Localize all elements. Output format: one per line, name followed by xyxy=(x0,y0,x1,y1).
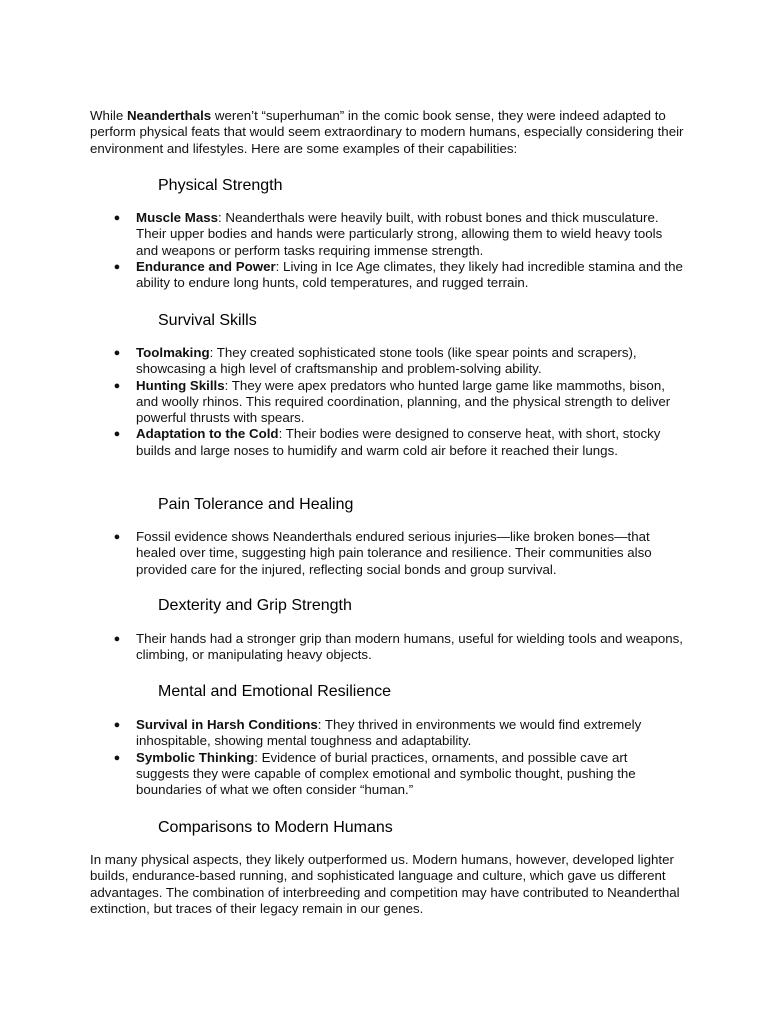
item-term: Symbolic Thinking xyxy=(136,749,255,765)
list-item xyxy=(113,749,684,799)
list-item xyxy=(113,377,684,427)
list-item xyxy=(113,258,684,292)
heading-pain-tolerance: Pain Tolerance and Healing xyxy=(158,496,354,513)
bullet-icon: ● xyxy=(113,751,121,764)
item-text: : Neanderthals were heavily built, with robust bones and thick musculature. Their upper bodies and hands were particularly strong, allowing them to wield heavy tools and weapons or perform tasks requiring immense strength. xyxy=(136,210,663,258)
bullet-icon: ● xyxy=(113,347,121,359)
item-term: Hunting Skills xyxy=(136,377,225,393)
intro-bold-term: Neanderthals xyxy=(126,108,212,123)
intro-paragraph xyxy=(90,108,686,157)
item-text: : They created sophisticated stone tools (like spear points and scrapers), showcasing a high level of craftsmanship and problem-solving ability. xyxy=(136,345,637,377)
heading-survival-skills: Survival Skills xyxy=(158,312,257,329)
bullet-icon: ● xyxy=(113,212,121,224)
item-text: : Evidence of burial practices, ornaments, and possible cave art suggests they were capable of complex emotional and symbolic thought, pushing the boundaries of what we often consider “human.” xyxy=(136,749,636,798)
list-survival-skills xyxy=(113,345,684,459)
intro-post: weren’t “superhuman” in the comic book sense, they were indeed adapted to perform physical feats that would seem extraordinary to modern humans, especially considering their environment and lifestyles. Here are some examples of their capabilities: xyxy=(90,108,684,156)
bullet-icon: ● xyxy=(113,719,121,731)
list-item xyxy=(113,631,684,664)
item-text: Their hands had a stronger grip than modern humans, useful for wielding tools and weapons, climbing, or manipulating heavy objects. xyxy=(136,631,683,663)
item-text: Fossil evidence shows Neanderthals endured serious injuries—like broken bones—that healed over time, suggesting high pain tolerance and resilience. Their communities also provided care for the injured, reflecting social bonds and group survival. xyxy=(136,529,652,577)
list-item xyxy=(113,210,684,259)
intro-pre: While xyxy=(90,108,127,123)
item-term: Toolmaking xyxy=(136,345,210,360)
list-mental-resilience xyxy=(113,717,684,798)
list-dexterity xyxy=(113,631,684,664)
bullet-icon: ● xyxy=(113,260,121,273)
item-text: : They thrived in environments we would find extremely inhospitable, showing mental toughness and adaptability. xyxy=(136,717,642,749)
bullet-icon: ● xyxy=(113,379,121,392)
closing-paragraph: In many physical aspects, they likely outperformed us. Modern humans, however, developed lighter builds, endurance-based running, and sophisticated language and culture, which gave us different advantages. The combination of interbreeding and competition may have contributed to Neanderthal extinction, but traces of their legacy remain in our genes. xyxy=(90,852,680,916)
list-pain-tolerance xyxy=(113,529,684,578)
item-term: Muscle Mass xyxy=(136,210,219,225)
heading-physical-strength: Physical Strength xyxy=(158,177,283,194)
list-item xyxy=(113,426,684,459)
item-text: : They were apex predators who hunted large game like mammoths, bison, and woolly rhinos. This required coordination, planning, and the physical strength to deliver powerful thrusts with spears. xyxy=(136,377,671,426)
item-term: Adaptation to the Cold xyxy=(136,426,279,442)
heading-comparisons: Comparisons to Modern Humans xyxy=(158,819,393,836)
item-term: Endurance and Power xyxy=(136,258,276,274)
list-physical-strength xyxy=(113,210,684,291)
list-item xyxy=(113,345,684,378)
list-item xyxy=(113,529,684,578)
heading-dexterity: Dexterity and Grip Strength xyxy=(158,597,352,614)
bullet-icon: ● xyxy=(113,633,121,645)
bullet-icon: ● xyxy=(113,531,121,543)
list-item xyxy=(113,717,684,750)
item-text: : Their bodies were designed to conserve heat, with short, stocky builds and large noses to humidify and warm cold air before it reached their lungs. xyxy=(136,426,661,458)
item-term: Survival in Harsh Conditions xyxy=(136,717,318,732)
bullet-icon: ● xyxy=(113,428,121,441)
heading-mental-resilience: Mental and Emotional Resilience xyxy=(158,683,392,700)
item-text: : Living in Ice Age climates, they likely had incredible stamina and the ability to endure long hunts, cold temperatures, and rugged terrain. xyxy=(136,258,683,291)
